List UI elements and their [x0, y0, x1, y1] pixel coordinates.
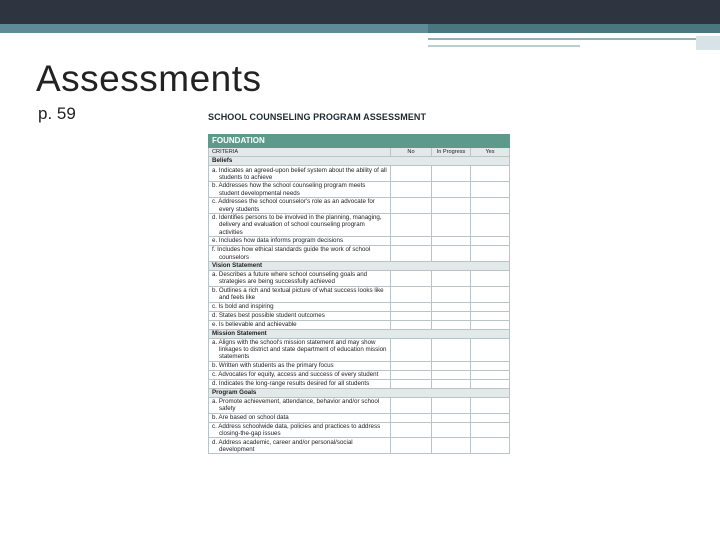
- table-row: [209, 320, 510, 329]
- criteria-text: c. Addresses the school counselor's role as an advocate for every students: [209, 197, 391, 213]
- checkbox-cell-yes[interactable]: [471, 270, 510, 286]
- checkbox-cell-no[interactable]: [391, 413, 432, 422]
- top-accent-bar-right: [428, 24, 720, 33]
- checkbox-cell-no[interactable]: [391, 302, 432, 311]
- table-row: [209, 302, 510, 311]
- section-label: Mission Statement: [209, 329, 510, 338]
- column-header-no: No: [391, 148, 432, 157]
- checkbox-cell-yes[interactable]: [471, 245, 510, 261]
- column-header-yes: Yes: [471, 148, 510, 157]
- checkbox-cell-in-progress[interactable]: [432, 181, 471, 197]
- criteria-text: c. Is bold and inspiring: [209, 302, 391, 311]
- checkbox-cell-in-progress[interactable]: [432, 438, 471, 454]
- table-row: [209, 397, 510, 413]
- document-title: SCHOOL COUNSELING PROGRAM ASSESSMENT: [208, 112, 427, 122]
- checkbox-cell-yes[interactable]: [471, 320, 510, 329]
- checkbox-cell-in-progress[interactable]: [432, 338, 471, 361]
- checkbox-cell-yes[interactable]: [471, 422, 510, 438]
- criteria-text: c. Address schoolwide data, policies and practices to address closing-the-gap issues: [209, 422, 391, 438]
- checkbox-cell-in-progress[interactable]: [432, 236, 471, 245]
- criteria-text: a. Indicates an agreed-upon belief system about the ability of all students to achieve: [209, 166, 391, 182]
- checkbox-cell-no[interactable]: [391, 311, 432, 320]
- checkbox-cell-no[interactable]: [391, 236, 432, 245]
- checkbox-cell-yes[interactable]: [471, 166, 510, 182]
- table-row: [209, 338, 510, 361]
- checkbox-cell-yes[interactable]: [471, 370, 510, 379]
- checkbox-cell-yes[interactable]: [471, 413, 510, 422]
- section-label: Vision Statement: [209, 261, 510, 270]
- checkbox-cell-no[interactable]: [391, 379, 432, 388]
- criteria-text: b. Addresses how the school counseling program meets student developmental needs: [209, 181, 391, 197]
- slide-subtitle: p. 59: [38, 104, 76, 123]
- checkbox-cell-in-progress[interactable]: [432, 361, 471, 370]
- checkbox-cell-in-progress[interactable]: [432, 370, 471, 379]
- checkbox-cell-in-progress[interactable]: [432, 302, 471, 311]
- table-row: [209, 379, 510, 388]
- decorative-block: [696, 36, 720, 50]
- checkbox-cell-yes[interactable]: [471, 438, 510, 454]
- criteria-text: d. Indicates the long-range results desired for all students: [209, 379, 391, 388]
- criteria-text: b. Written with students as the primary focus: [209, 361, 391, 370]
- checkbox-cell-yes[interactable]: [471, 181, 510, 197]
- table-row: [209, 166, 510, 182]
- table-row: [209, 245, 510, 261]
- table-row: [209, 270, 510, 286]
- column-header-row: [209, 148, 510, 157]
- column-header-in-progress: In Progress: [432, 148, 471, 157]
- table-row: [209, 286, 510, 302]
- checkbox-cell-no[interactable]: [391, 166, 432, 182]
- table-row: [209, 370, 510, 379]
- checkbox-cell-in-progress[interactable]: [432, 311, 471, 320]
- criteria-text: c. Advocates for equity, access and success of every student: [209, 370, 391, 379]
- criteria-text: b. Outlines a rich and textual picture of what success looks like and feels like: [209, 286, 391, 302]
- criteria-text: d. States best possible student outcomes: [209, 311, 391, 320]
- checkbox-cell-no[interactable]: [391, 397, 432, 413]
- checkbox-cell-yes[interactable]: [471, 338, 510, 361]
- criteria-text: f. Includes how ethical standards guide the work of school counselors: [209, 245, 391, 261]
- table-heading-row: [209, 135, 510, 148]
- section-row: [209, 261, 510, 270]
- checkbox-cell-in-progress[interactable]: [432, 422, 471, 438]
- section-label: Program Goals: [209, 388, 510, 397]
- checkbox-cell-yes[interactable]: [471, 286, 510, 302]
- table-row: [209, 213, 510, 236]
- table-row: [209, 422, 510, 438]
- checkbox-cell-yes[interactable]: [471, 197, 510, 213]
- checkbox-cell-yes[interactable]: [471, 302, 510, 311]
- table-row: [209, 361, 510, 370]
- checkbox-cell-no[interactable]: [391, 286, 432, 302]
- criteria-text: d. Identifies persons to be involved in the planning, managing, delivery and evaluation of school counseling program activities: [209, 213, 391, 236]
- slide-title: Assessments: [36, 58, 262, 99]
- checkbox-cell-in-progress[interactable]: [432, 213, 471, 236]
- checkbox-cell-yes[interactable]: [471, 379, 510, 388]
- section-label: Beliefs: [209, 157, 510, 166]
- foundation-heading: FOUNDATION: [209, 135, 510, 148]
- checkbox-cell-in-progress[interactable]: [432, 270, 471, 286]
- table-row: [209, 438, 510, 454]
- assessment-document: [208, 112, 510, 454]
- decorative-line: [428, 38, 720, 40]
- table-row: [209, 311, 510, 320]
- section-row: [209, 157, 510, 166]
- assessment-table: [208, 134, 510, 454]
- checkbox-cell-in-progress[interactable]: [432, 320, 471, 329]
- table-row: [209, 413, 510, 422]
- criteria-text: a. Describes a future where school counseling goals and strategies are being successfully achieved: [209, 270, 391, 286]
- checkbox-cell-in-progress[interactable]: [432, 286, 471, 302]
- table-row: [209, 236, 510, 245]
- criteria-text: e. Is believable and achievable: [209, 320, 391, 329]
- checkbox-cell-yes[interactable]: [471, 213, 510, 236]
- checkbox-cell-no[interactable]: [391, 181, 432, 197]
- criteria-text: a. Aligns with the school's mission statement and may show linkages to district and state department of education mission statements: [209, 338, 391, 361]
- checkbox-cell-yes[interactable]: [471, 397, 510, 413]
- checkbox-cell-no[interactable]: [391, 338, 432, 361]
- checkbox-cell-no[interactable]: [391, 370, 432, 379]
- column-header-criteria: CRITERIA: [209, 148, 391, 157]
- checkbox-cell-yes[interactable]: [471, 236, 510, 245]
- checkbox-cell-in-progress[interactable]: [432, 379, 471, 388]
- checkbox-cell-yes[interactable]: [471, 311, 510, 320]
- checkbox-cell-no[interactable]: [391, 361, 432, 370]
- checkbox-cell-no[interactable]: [391, 438, 432, 454]
- checkbox-cell-in-progress[interactable]: [432, 197, 471, 213]
- criteria-text: e. Includes how data informs program decisions: [209, 236, 391, 245]
- decorative-line: [428, 45, 580, 47]
- top-dark-bar: [0, 0, 720, 24]
- section-row: [209, 329, 510, 338]
- criteria-text: b. Are based on school data: [209, 413, 391, 422]
- checkbox-cell-no[interactable]: [391, 245, 432, 261]
- checkbox-cell-no[interactable]: [391, 270, 432, 286]
- checkbox-cell-no[interactable]: [391, 422, 432, 438]
- checkbox-cell-in-progress[interactable]: [432, 166, 471, 182]
- checkbox-cell-no[interactable]: [391, 197, 432, 213]
- checkbox-cell-yes[interactable]: [471, 361, 510, 370]
- criteria-text: a. Promote achievement, attendance, behavior and/or school safety: [209, 397, 391, 413]
- checkbox-cell-in-progress[interactable]: [432, 397, 471, 413]
- table-row: [209, 181, 510, 197]
- table-row: [209, 197, 510, 213]
- checkbox-cell-in-progress[interactable]: [432, 413, 471, 422]
- criteria-text: d. Address academic, career and/or personal/social development: [209, 438, 391, 454]
- checkbox-cell-no[interactable]: [391, 213, 432, 236]
- checkbox-cell-no[interactable]: [391, 320, 432, 329]
- checkbox-cell-in-progress[interactable]: [432, 245, 471, 261]
- section-row: [209, 388, 510, 397]
